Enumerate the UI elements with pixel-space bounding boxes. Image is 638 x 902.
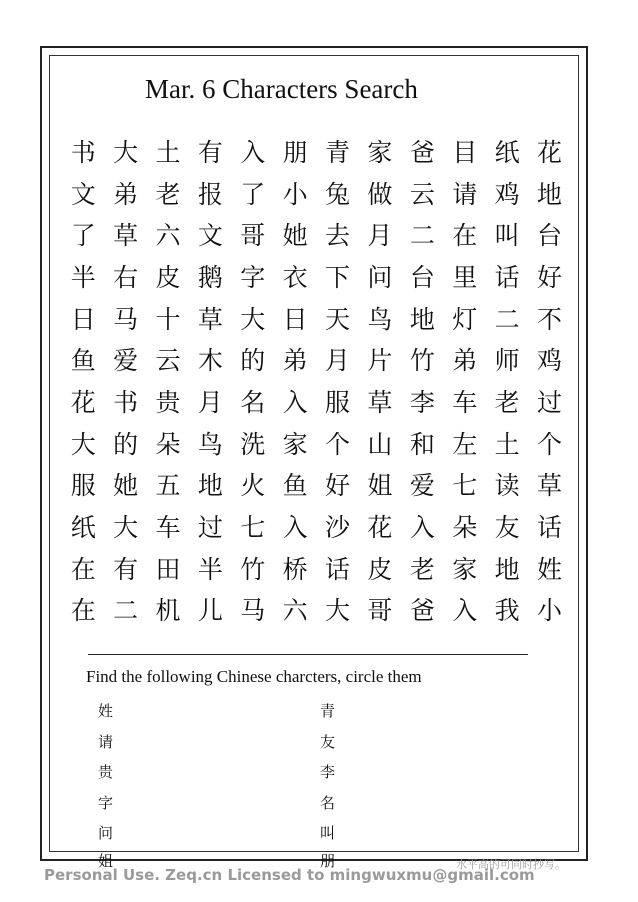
- grid-character: 鱼: [282, 471, 308, 501]
- grid-character: 竹: [240, 554, 266, 584]
- grid-character: 青: [325, 137, 351, 167]
- grid-character: 朵: [452, 513, 478, 543]
- grid-character: 云: [409, 179, 435, 209]
- grid-character: 哥: [240, 221, 266, 251]
- grid-character: 鸡: [494, 179, 520, 209]
- grid-character: 朋: [282, 137, 308, 167]
- grid-character: 家: [452, 554, 478, 584]
- instructions-text: Find the following Chinese charcters, circle them: [86, 667, 422, 686]
- divider-line: [88, 654, 528, 655]
- grid-character: 贵: [155, 387, 181, 417]
- grid-character: 地: [409, 304, 435, 334]
- grid-character: 鸟: [197, 429, 223, 459]
- grid-character: 老: [409, 554, 435, 584]
- grid-character: 下: [325, 262, 351, 292]
- grid-character: 个: [325, 429, 351, 459]
- grid-character: 地: [536, 179, 562, 209]
- grid-character: 灯: [452, 304, 478, 334]
- find-list-item: 青: [320, 702, 336, 720]
- grid-character: 大: [113, 137, 139, 167]
- grid-character: 姓: [536, 554, 562, 584]
- grid-character: 友: [494, 513, 520, 543]
- grid-character: 二: [113, 596, 139, 626]
- grid-character: 好: [325, 471, 351, 501]
- grid-character: 爱: [113, 346, 139, 376]
- grid-character: 大: [113, 513, 139, 543]
- grid-character: 她: [282, 221, 308, 251]
- grid-character: 草: [197, 304, 223, 334]
- grid-character: 里: [452, 262, 478, 292]
- grid-character: 二: [409, 221, 435, 251]
- grid-character: 弟: [282, 346, 308, 376]
- grid-character: 她: [113, 471, 139, 501]
- grid-character: 我: [494, 596, 520, 626]
- grid-character: 右: [113, 262, 139, 292]
- grid-character: 在: [70, 596, 96, 626]
- grid-character: 有: [113, 554, 139, 584]
- grid-character: 爸: [409, 596, 435, 626]
- grid-character: 大: [325, 596, 351, 626]
- grid-character: 马: [240, 596, 266, 626]
- grid-character: 话: [536, 513, 562, 543]
- grid-character: 皮: [155, 262, 181, 292]
- find-list-item: 名: [320, 793, 336, 812]
- grid-character: 洗: [240, 429, 266, 459]
- grid-character: 纸: [70, 513, 96, 543]
- grid-character: 十: [155, 304, 181, 334]
- grid-character: 了: [70, 221, 96, 251]
- grid-character: 老: [494, 387, 520, 417]
- grid-character: 服: [70, 471, 96, 501]
- grid-character: 入: [452, 596, 478, 626]
- find-list-left: [98, 700, 178, 870]
- grid-character: 火: [240, 471, 266, 501]
- grid-character: 七: [240, 513, 266, 543]
- find-list-item: 请: [98, 732, 114, 751]
- grid-character: 六: [155, 221, 181, 251]
- grid-character: 竹: [409, 346, 435, 376]
- grid-character: 问: [367, 262, 393, 292]
- grid-character: 读: [494, 471, 520, 501]
- grid-character: 地: [197, 471, 223, 501]
- grid-character: 草: [367, 387, 393, 417]
- find-list-item: 友: [320, 732, 336, 751]
- grid-character: 沙: [325, 513, 351, 543]
- grid-character: 在: [452, 221, 478, 251]
- grid-character: 有: [197, 137, 223, 167]
- grid-character: 老: [155, 179, 181, 209]
- find-list-item: 叫: [320, 824, 336, 842]
- grid-character: 小: [536, 596, 562, 626]
- grid-character: 六: [282, 596, 308, 626]
- grid-character: 文: [197, 221, 223, 251]
- grid-character: 草: [113, 221, 139, 251]
- grid-character: 鸡: [536, 346, 562, 376]
- grid-character: 半: [197, 554, 223, 584]
- grid-character: 五: [155, 471, 181, 501]
- grid-character: 桥: [282, 554, 308, 584]
- grid-character: 七: [452, 471, 478, 501]
- grid-character: 鹅: [197, 262, 223, 292]
- grid-character: 兔: [325, 179, 351, 209]
- grid-character: 山: [367, 429, 393, 459]
- grid-character: 云: [155, 346, 181, 376]
- grid-character: 日: [70, 304, 96, 334]
- grid-character: 月: [325, 346, 351, 376]
- footer-note: 水平高的可同时抄写。: [456, 858, 566, 871]
- grid-character: 花: [367, 513, 393, 543]
- grid-character: 木: [197, 346, 223, 376]
- grid-character: 弟: [452, 346, 478, 376]
- grid-character: 花: [536, 137, 562, 167]
- grid-character: 花: [70, 387, 96, 417]
- grid-character: 左: [452, 429, 478, 459]
- grid-character: 入: [409, 513, 435, 543]
- grid-character: 哥: [367, 596, 393, 626]
- grid-character: 爸: [409, 137, 435, 167]
- grid-character: 大: [240, 304, 266, 334]
- grid-character: 报: [197, 179, 223, 209]
- grid-character: 服: [325, 387, 351, 417]
- grid-character: 名: [240, 387, 266, 417]
- grid-character: 个: [536, 429, 562, 459]
- grid-character: 大: [70, 429, 96, 459]
- grid-character: 话: [325, 554, 351, 584]
- grid-character: 皮: [367, 554, 393, 584]
- grid-character: 入: [282, 513, 308, 543]
- grid-character: 目: [452, 137, 478, 167]
- grid-character: 弟: [113, 179, 139, 209]
- grid-character: 家: [282, 429, 308, 459]
- find-list-item: 李: [320, 763, 336, 781]
- grid-character: 字: [240, 262, 266, 292]
- grid-character: 好: [536, 262, 562, 292]
- find-list-item: 贵: [98, 763, 114, 781]
- worksheet-title: Mar. 6 Characters Search: [145, 74, 418, 104]
- grid-character: 爱: [409, 471, 435, 501]
- grid-character: 朵: [155, 429, 181, 459]
- grid-character: 话: [494, 262, 520, 292]
- grid-character: 了: [240, 179, 266, 209]
- grid-character: 叫: [494, 221, 520, 251]
- license-watermark: Personal Use. Zeq.cn Licensed to mingwuxmu@gmail.com: [44, 866, 535, 884]
- grid-character: 入: [240, 137, 266, 167]
- grid-character: 月: [197, 387, 223, 417]
- grid-character: 在: [70, 554, 96, 584]
- grid-character: 车: [452, 387, 478, 417]
- grid-character: 家: [367, 137, 393, 167]
- grid-character: 地: [494, 554, 520, 584]
- grid-character: 去: [325, 221, 351, 251]
- grid-character: 不: [536, 304, 562, 334]
- grid-character: 做: [367, 179, 393, 209]
- grid-character: 文: [70, 179, 96, 209]
- grid-character: 过: [536, 387, 562, 417]
- grid-character: 月: [367, 221, 393, 251]
- grid-character: 田: [155, 554, 181, 584]
- grid-character: 机: [155, 596, 181, 626]
- grid-character: 片: [367, 346, 393, 376]
- grid-character: 请: [452, 179, 478, 209]
- find-list-right: [320, 700, 400, 870]
- grid-character: 书: [113, 387, 139, 417]
- grid-character: 土: [494, 429, 520, 459]
- grid-character: 入: [282, 387, 308, 417]
- grid-character: 衣: [282, 262, 308, 292]
- grid-character: 草: [536, 471, 562, 501]
- character-grid: [62, 130, 587, 630]
- grid-character: 半: [70, 262, 96, 292]
- find-list-item: 朋: [320, 852, 336, 870]
- grid-character: 的: [113, 429, 139, 459]
- grid-character: 和: [409, 429, 435, 459]
- grid-character: 鱼: [70, 346, 96, 376]
- grid-character: 过: [197, 513, 223, 543]
- grid-character: 纸: [494, 137, 520, 167]
- find-list-item: 字: [98, 793, 114, 812]
- grid-character: 的: [240, 346, 266, 376]
- find-list-item: 姓: [98, 702, 114, 720]
- grid-character: 李: [409, 387, 435, 417]
- grid-character: 台: [536, 221, 562, 251]
- grid-character: 儿: [197, 596, 223, 626]
- grid-character: 姐: [367, 471, 393, 501]
- grid-character: 二: [494, 304, 520, 334]
- grid-character: 书: [70, 137, 96, 167]
- grid-character: 车: [155, 513, 181, 543]
- grid-character: 天: [325, 304, 351, 334]
- find-list-item: 姐: [98, 852, 114, 870]
- grid-character: 小: [282, 179, 308, 209]
- grid-character: 台: [409, 262, 435, 292]
- grid-character: 师: [494, 346, 520, 376]
- grid-character: 马: [113, 304, 139, 334]
- grid-character: 日: [282, 304, 308, 334]
- grid-character: 土: [155, 137, 181, 167]
- grid-character: 鸟: [367, 304, 393, 334]
- find-list-item: 问: [98, 824, 114, 842]
